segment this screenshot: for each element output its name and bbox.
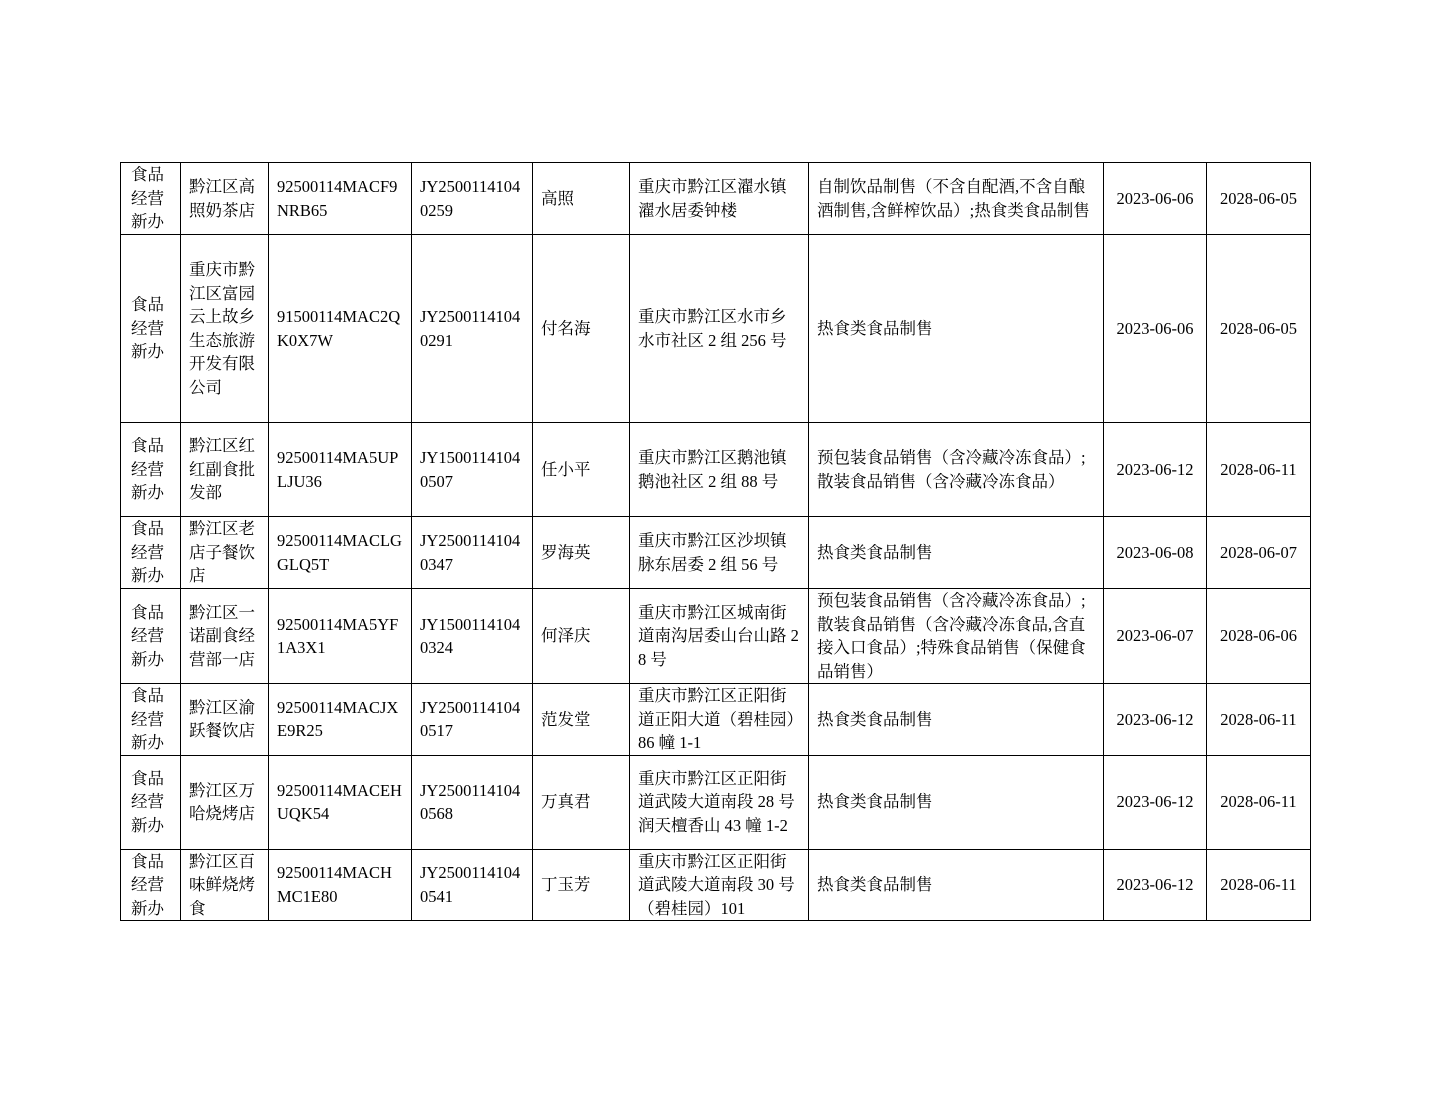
table-row: [121, 849, 1311, 921]
cell-scope: 预包装食品销售（含冷藏冷冻食品）;散装食品销售（含冷藏冷冻食品,含直接入口食品）;特殊食品销售（保健食品销售）: [809, 589, 1104, 684]
cell-issue-date: 2023-06-06: [1104, 163, 1207, 235]
cell-license-no: JY25001141040568: [412, 755, 533, 849]
cell-issue-date: 2023-06-06: [1104, 235, 1207, 423]
cell-name: 黔江区渝跃餐饮店: [181, 684, 269, 756]
cell-name: 黔江区万哈烧烤店: [181, 755, 269, 849]
cell-address: 重庆市黔江区濯水镇濯水居委钟楼: [630, 163, 809, 235]
cell-type: 食品经营新办: [121, 755, 181, 849]
cell-credit-code: 92500114MACHMC1E80: [269, 849, 412, 921]
license-table: [120, 162, 1311, 921]
table-row: [121, 235, 1311, 423]
cell-issue-date: 2023-06-12: [1104, 423, 1207, 517]
cell-credit-code: 92500114MACJXE9R25: [269, 684, 412, 756]
cell-type: 食品经营新办: [121, 589, 181, 684]
table-row: [121, 755, 1311, 849]
cell-name: 重庆市黔江区富园云上故乡生态旅游开发有限公司: [181, 235, 269, 423]
table-row: [121, 684, 1311, 756]
cell-scope: 自制饮品制售（不含自配酒,不含自酿酒制售,含鲜榨饮品）;热食类食品制售: [809, 163, 1104, 235]
cell-type: 食品经营新办: [121, 423, 181, 517]
cell-type: 食品经营新办: [121, 684, 181, 756]
cell-license-no: JY25001141040541: [412, 849, 533, 921]
cell-person: 万真君: [533, 755, 630, 849]
cell-scope: 热食类食品制售: [809, 235, 1104, 423]
table-body: [121, 163, 1311, 921]
cell-credit-code: 92500114MACEHUQK54: [269, 755, 412, 849]
cell-credit-code: 92500114MACLGGLQ5T: [269, 517, 412, 589]
cell-license-no: JY25001141040291: [412, 235, 533, 423]
cell-person: 何泽庆: [533, 589, 630, 684]
cell-address: 重庆市黔江区城南街道南沟居委山台山路 28 号: [630, 589, 809, 684]
cell-person: 高照: [533, 163, 630, 235]
cell-expiry-date: 2028-06-06: [1207, 589, 1311, 684]
cell-issue-date: 2023-06-08: [1104, 517, 1207, 589]
cell-scope: 预包装食品销售（含冷藏冷冻食品）;散装食品销售（含冷藏冷冻食品）: [809, 423, 1104, 517]
cell-person: 罗海英: [533, 517, 630, 589]
cell-scope: 热食类食品制售: [809, 517, 1104, 589]
cell-name: 黔江区老店子餐饮店: [181, 517, 269, 589]
cell-expiry-date: 2028-06-11: [1207, 849, 1311, 921]
cell-license-no: JY15001141040324: [412, 589, 533, 684]
cell-name: 黔江区红红副食批发部: [181, 423, 269, 517]
cell-address: 重庆市黔江区鹅池镇鹅池社区 2 组 88 号: [630, 423, 809, 517]
table-row: [121, 423, 1311, 517]
cell-address: 重庆市黔江区正阳街道武陵大道南段 30 号（碧桂园）101: [630, 849, 809, 921]
cell-license-no: JY25001141040347: [412, 517, 533, 589]
cell-expiry-date: 2028-06-11: [1207, 423, 1311, 517]
cell-expiry-date: 2028-06-11: [1207, 684, 1311, 756]
cell-type: 食品经营新办: [121, 517, 181, 589]
cell-address: 重庆市黔江区正阳街道武陵大道南段 28 号润天檀香山 43 幢 1-2: [630, 755, 809, 849]
cell-credit-code: 92500114MA5UPLJU36: [269, 423, 412, 517]
table-row: [121, 589, 1311, 684]
cell-address: 重庆市黔江区沙坝镇脉东居委 2 组 56 号: [630, 517, 809, 589]
table-row: [121, 163, 1311, 235]
cell-scope: 热食类食品制售: [809, 684, 1104, 756]
cell-expiry-date: 2028-06-05: [1207, 235, 1311, 423]
cell-type: 食品经营新办: [121, 849, 181, 921]
cell-type: 食品经营新办: [121, 163, 181, 235]
cell-expiry-date: 2028-06-05: [1207, 163, 1311, 235]
cell-expiry-date: 2028-06-07: [1207, 517, 1311, 589]
cell-license-no: JY25001141040259: [412, 163, 533, 235]
cell-name: 黔江区一诺副食经营部一店: [181, 589, 269, 684]
cell-credit-code: 92500114MA5YF1A3X1: [269, 589, 412, 684]
cell-address: 重庆市黔江区水市乡水市社区 2 组 256 号: [630, 235, 809, 423]
cell-type: 食品经营新办: [121, 235, 181, 423]
table-row: [121, 517, 1311, 589]
cell-name: 黔江区百味鲜烧烤食: [181, 849, 269, 921]
cell-credit-code: 92500114MACF9NRB65: [269, 163, 412, 235]
cell-person: 范发堂: [533, 684, 630, 756]
cell-issue-date: 2023-06-12: [1104, 849, 1207, 921]
cell-license-no: JY25001141040517: [412, 684, 533, 756]
cell-issue-date: 2023-06-12: [1104, 684, 1207, 756]
cell-address: 重庆市黔江区正阳街道正阳大道（碧桂园）86 幢 1-1: [630, 684, 809, 756]
cell-expiry-date: 2028-06-11: [1207, 755, 1311, 849]
cell-license-no: JY15001141040507: [412, 423, 533, 517]
cell-scope: 热食类食品制售: [809, 755, 1104, 849]
cell-scope: 热食类食品制售: [809, 849, 1104, 921]
cell-issue-date: 2023-06-07: [1104, 589, 1207, 684]
cell-person: 丁玉芳: [533, 849, 630, 921]
cell-credit-code: 91500114MAC2QK0X7W: [269, 235, 412, 423]
cell-issue-date: 2023-06-12: [1104, 755, 1207, 849]
cell-person: 付名海: [533, 235, 630, 423]
cell-name: 黔江区高照奶茶店: [181, 163, 269, 235]
cell-person: 任小平: [533, 423, 630, 517]
